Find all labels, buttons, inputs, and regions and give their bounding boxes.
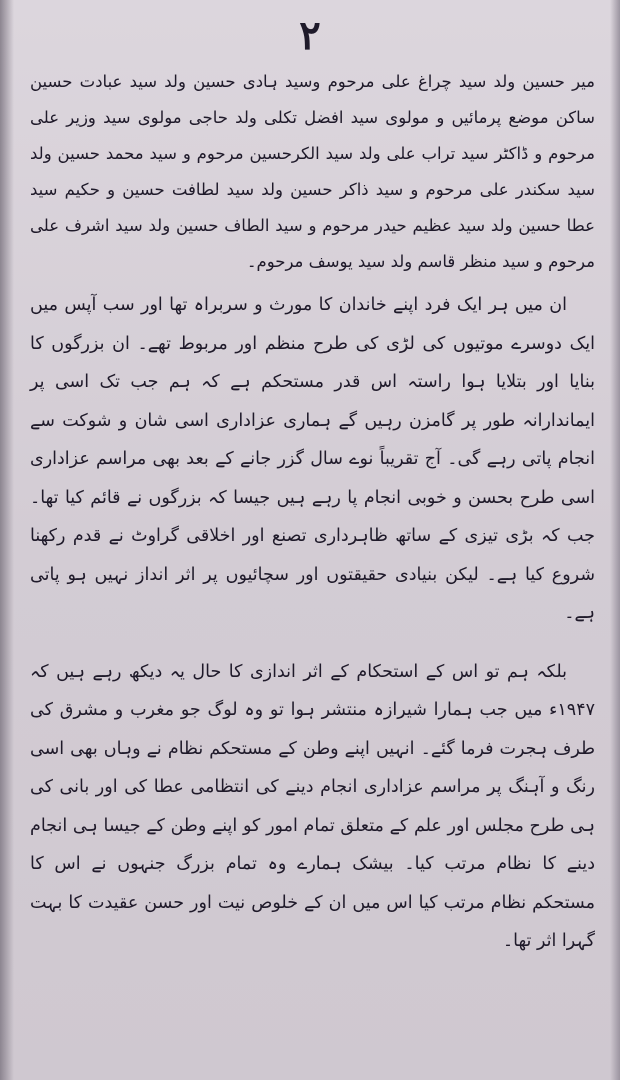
paragraph-family-elders: ان میں ہر ایک فرد اپنے خاندان کا مورث و سربراہ تھا اور سب آپس میں ایک دوسرے موتیوں کی لڑی کی طرح منظم اور مربوط تھے۔ ان بزرگوں کا بنایا اور بتلایا ہوا راستہ اس قدر مستحکم ہے کہ ہم جب تک اسی پر ایماندارانہ طور پر گامزن رہیں گے ہماری عزاداری اسی شان و شوکت سے انجام پاتی رہے گی۔ آج تقریباً نوے سال گزر جانے کے بعد بھی مراسم عزاداری اسی طرح بحسن و خوبی انجام پا رہے ہیں جیسا کہ بزرگوں نے قائم کیا تھا۔ جب کہ بڑی تیزی کے ساتھ ظاہرداری تصنع اور اخلاقی گراوٹ نے قدم رکھنا شروع کیا ہے۔ لیکن بنیادی حقیقتوں اور سچائیوں پر اثر انداز نہیں ہو پاتی ہے۔ [30,295,595,623]
page-edge-shadow-left [0,0,14,1080]
page-number: ۲ [299,12,321,59]
page-edge-shadow-right [610,0,620,1080]
paragraph-names-list: میر حسین ولد سید چراغ علی مرحوم وسید ہادی حسین ولد سید عبادت حسین ساکن موضع پرمائیں و مولوی سید افضل تکلی ولد حاجی مولوی سید وزیر علی مرحوم و ڈاکٹر سید تراب علی ولد سید الکرحسین مرحوم و سید محمد حسین ولد سید سکندر علی مرحوم و سید ذاکر حسین ولد سید لطافت حسین و حکیم سید عطا حسین ولد سید عظیم حیدر مرحوم و سید الطاف حسین ولد سید اشرف علی مرحوم و سید منظر قاسم ولد سید یوسف مرحوم۔ [30,72,595,271]
paragraph-migration: بلکہ ہم تو اس کے استحکام کے اثر اندازی کا حال یہ دیکھ رہے ہیں کہ ۱۹۴۷ء میں جب ہمارا شیرازہ منتشر ہوا تو وہ لوگ جو مغرب و مشرق کی طرف ہجرت فرما گئے۔ انہیں اپنے وطن کے مستحکم نظام نے وہاں بھی اسی رنگ و آہنگ پر مراسم عزاداری انجام دینے کی انتظامی عطا کی اور بانی کی ہی طرح مجلس اور علم کے متعلق تمام امور کو اپنے وطن کے جیسا ہی انجام دینے کا نظام مرتب کیا۔ بیشک ہمارے وہ تمام بزرگ جنہوں نے اس کا مستحکم نظام مرتب کیا اس میں ان کے خلوص نیت اور حسن عقیدت کا بہت گہرا اثر تھا۔ [30,661,595,951]
page-body [30,64,595,961]
